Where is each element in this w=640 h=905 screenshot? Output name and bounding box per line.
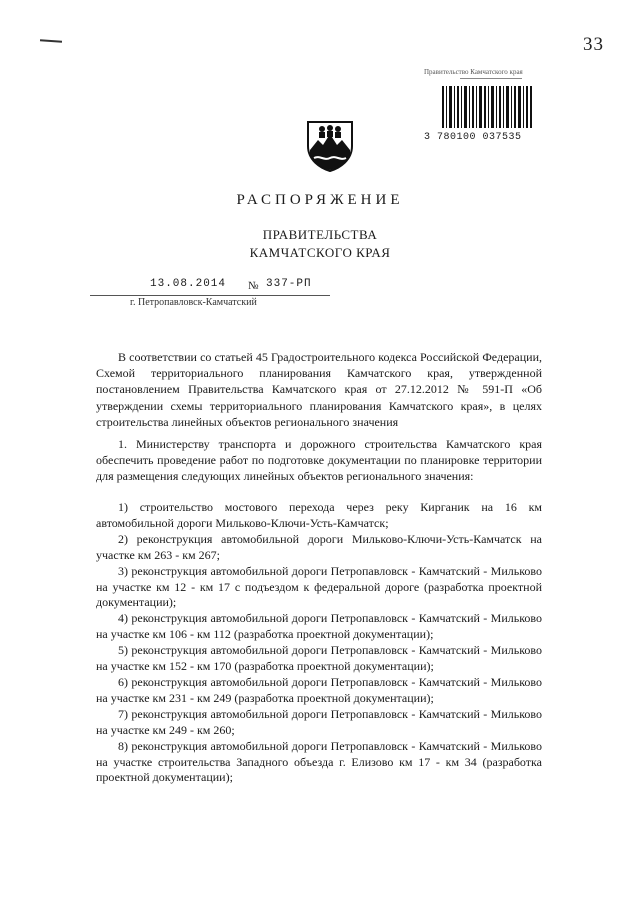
barcode-caption: Правительство Камчатского края (424, 68, 523, 76)
page-number: 33 (583, 34, 604, 55)
list-item: 6) реконструкция автомобильной дороги Петропавловск - Камчатский - Мильково на участке км 231 - км 249 (разработка проектной документации); (96, 674, 542, 705)
list-item: 8) реконструкция автомобильной дороги Петропавловск - Камчатский - Мильково на участке строительства Западного объезда г. Елизово км 17 - км 34 (разработка проектной документации); (96, 738, 542, 785)
list-item: 7) реконструкция автомобильной дороги Петропавловск - Камчатский - Мильково на участке км 249 - км 260; (96, 706, 542, 737)
road-objects-list (96, 500, 542, 786)
list-item: 2) реконструкция автомобильной дороги Мильково-Ключи-Усть-Камчатск на участке км 263 - км 267; (96, 531, 542, 562)
corner-pen-mark (40, 39, 62, 43)
document-type-title: РАСПОРЯЖЕНИЕ (236, 192, 404, 208)
preamble-paragraph: В соответствии со статьей 45 Градостроительного кодекса Российской Федерации, Схемой территориального планирования Камчатского края, утвержденной постановлением Правительства Камчатского края от 27.12.2012 № 591-П «Об утверждении схемы территориального планирования Камчатского края», в целях строительства линейных объектов регионального значения (96, 350, 542, 429)
issuer-line-2: КАМЧАТСКОГО КРАЯ (249, 245, 391, 260)
issuer-block (0, 226, 640, 262)
list-item: 3) реконструкция автомобильной дороги Петропавловск - Камчатский - Мильково на участке км 12 - км 17 с подъездом к федеральной дороге (разработка проектной документации); (96, 563, 542, 610)
kamchatka-coat-of-arms-icon (304, 120, 356, 172)
date-underline (90, 295, 330, 296)
number-sign: № (248, 280, 259, 292)
list-item: 4) реконструкция автомобильной дороги Петропавловск - Камчатский - Мильково на участке км 106 - км 112 (разработка проектной документации); (96, 611, 542, 642)
barcode-number: 3 780100 037535 (424, 132, 522, 143)
document-number: 337-РП (266, 278, 312, 290)
barcode-block (418, 68, 538, 146)
clause-1-paragraph: 1. Министерству транспорта и дорожного строительства Камчатского края обеспечить проведение работ по подготовке документации по планировке территории для размещения следующих линейных объектов регионального значения: (96, 437, 542, 484)
barcode-underline (460, 78, 522, 79)
barcode-icon (442, 86, 534, 128)
document-place: г. Петропавловск-Камчатский (130, 297, 257, 308)
list-item: 1) строительство мостового перехода через реку Кирганик на 16 км автомобильной дороги Мильково-Ключи-Усть-Камчатск; (96, 500, 542, 530)
issuer-line-1: ПРАВИТЕЛЬСТВА (262, 227, 378, 242)
document-date: 13.08.2014 (150, 278, 227, 290)
list-item: 5) реконструкция автомобильной дороги Петропавловск - Камчатский - Мильково на участке км 152 - км 170 (разработка проектной документации); (96, 643, 542, 674)
